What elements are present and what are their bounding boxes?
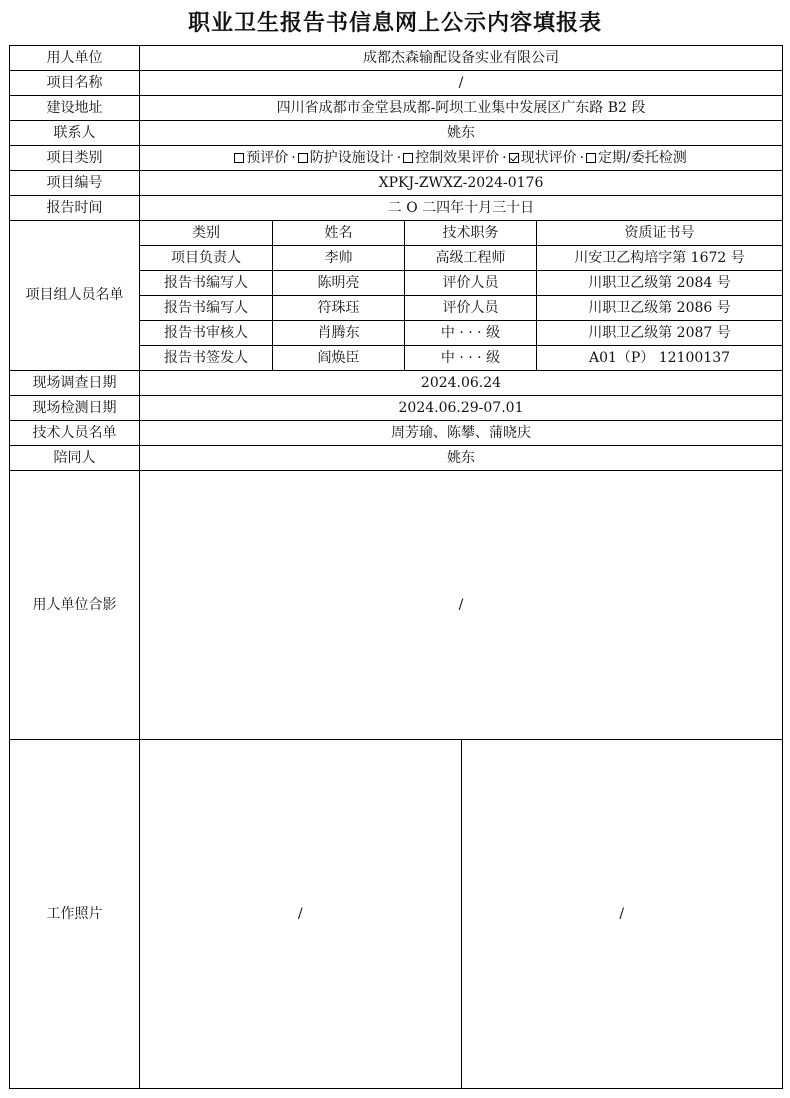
group-photo-label: 用人单位合影: [10, 471, 140, 740]
member-title: 高级工程师: [405, 246, 537, 271]
row-test-date: [10, 396, 783, 421]
row-report-date: [10, 196, 783, 221]
team-header-title: 技术职务: [405, 221, 537, 246]
row-survey-date: [10, 371, 783, 396]
technicians-value: 周芳瑜、陈攀、蒲晓庆: [140, 421, 783, 446]
row-project-no: [10, 171, 783, 196]
option-periodic-testing[interactable]: [586, 150, 687, 166]
member-title: 评价人员: [405, 271, 537, 296]
member-name: 陈明亮: [273, 271, 405, 296]
survey-date-label: 现场调查日期: [10, 371, 140, 396]
member-title: 中 · · · 级: [405, 321, 537, 346]
option-label: 防护设施设计: [309, 149, 394, 166]
team-header-name: 姓名: [273, 221, 405, 246]
escort-label: 陪同人: [10, 446, 140, 471]
option-separator: ·: [396, 149, 402, 166]
checkbox-icon[interactable]: [403, 153, 413, 163]
test-date-value: 2024.06.29-07.01: [140, 396, 783, 421]
member-cert: 川安卫乙构培字第 1672 号: [537, 246, 783, 271]
escort-value: 姚东: [140, 446, 783, 471]
option-control-evaluation[interactable]: [403, 150, 499, 166]
project-no-label: 项目编号: [10, 171, 140, 196]
member-name: 符珠珏: [273, 296, 405, 321]
address-label: 建设地址: [10, 96, 140, 121]
option-protection-design[interactable]: [298, 150, 394, 166]
project-no-value: XPKJ-ZWXZ-2024-0176: [140, 171, 783, 196]
member-cert: A01（P） 12100137: [537, 346, 783, 371]
row-project-type: [10, 146, 783, 171]
work-photos-grid: [140, 740, 782, 1088]
option-label: 现状评价: [520, 149, 577, 166]
checkbox-icon[interactable]: [234, 153, 244, 163]
employer-value: 成都杰森输配设备实业有限公司: [140, 46, 783, 71]
member-title: 评价人员: [405, 296, 537, 321]
row-address: [10, 96, 783, 121]
checkbox-icon[interactable]: [298, 153, 308, 163]
contact-value: 姚东: [140, 121, 783, 146]
contact-label: 联系人: [10, 121, 140, 146]
member-role: 报告书审核人: [140, 321, 273, 346]
project-type-options: [140, 146, 783, 171]
row-technicians: [10, 421, 783, 446]
technicians-label: 技术人员名单: [10, 421, 140, 446]
row-project-name: [10, 71, 783, 96]
member-cert: 川职卫乙级第 2084 号: [537, 271, 783, 296]
member-role: 项目负责人: [140, 246, 273, 271]
project-name-label: 项目名称: [10, 71, 140, 96]
work-photo-left: /: [140, 740, 461, 1088]
form-title: 职业卫生报告书信息网上公示内容填报表: [187, 11, 602, 36]
team-header-row: [10, 221, 783, 246]
team-header-role: 类别: [140, 221, 273, 246]
work-photo-right: /: [619, 905, 625, 922]
option-separator: ·: [502, 149, 507, 166]
team-header-cert: 资质证书号: [537, 221, 783, 246]
team-label: 项目组人员名单: [10, 221, 140, 371]
member-name: 李帅: [273, 246, 405, 271]
member-name: 阎焕臣: [273, 346, 405, 371]
address-value: 四川省成都市金堂县成都-阿坝工业集中发展区广东路 B2 段: [140, 96, 783, 121]
member-cert: 川职卫乙级第 2086 号: [537, 296, 783, 321]
project-name-value: /: [140, 71, 783, 96]
report-date-label: 报告时间: [10, 196, 140, 221]
project-type-label: 项目类别: [10, 146, 140, 171]
member-title: 中 · · · 级: [405, 346, 537, 371]
option-separator: ·: [291, 149, 296, 166]
member-role: 报告书编写人: [140, 296, 273, 321]
option-status-evaluation[interactable]: [509, 150, 577, 166]
option-label: 定期/委托检测: [598, 149, 687, 166]
row-contact: [10, 121, 783, 146]
member-role: 报告书编写人: [140, 271, 273, 296]
work-photos-area: [140, 740, 783, 1089]
report-date-value: 二 O 二四年十月三十日: [140, 196, 783, 221]
work-photos-label: 工作照片: [10, 740, 140, 1089]
test-date-label: 现场检测日期: [10, 396, 140, 421]
option-separator: ·: [579, 149, 585, 166]
option-label: 控制效果评价: [415, 149, 500, 166]
row-escort: [10, 446, 783, 471]
checkbox-icon[interactable]: [586, 153, 596, 163]
employer-label: 用人单位: [10, 46, 140, 71]
member-cert: 川职卫乙级第 2087 号: [537, 321, 783, 346]
option-label: 预评价: [246, 149, 289, 166]
disclosure-form-table: [9, 45, 783, 1089]
group-photo-area: /: [140, 471, 783, 740]
row-employer: [10, 46, 783, 71]
row-group-photo: [10, 471, 783, 740]
option-pre-evaluation[interactable]: [234, 150, 288, 166]
checkbox-checked-icon[interactable]: [509, 153, 519, 163]
member-name: 肖腾东: [273, 321, 405, 346]
row-work-photos: [10, 740, 783, 1089]
survey-date-value: 2024.06.24: [140, 371, 783, 396]
member-role: 报告书签发人: [140, 346, 273, 371]
